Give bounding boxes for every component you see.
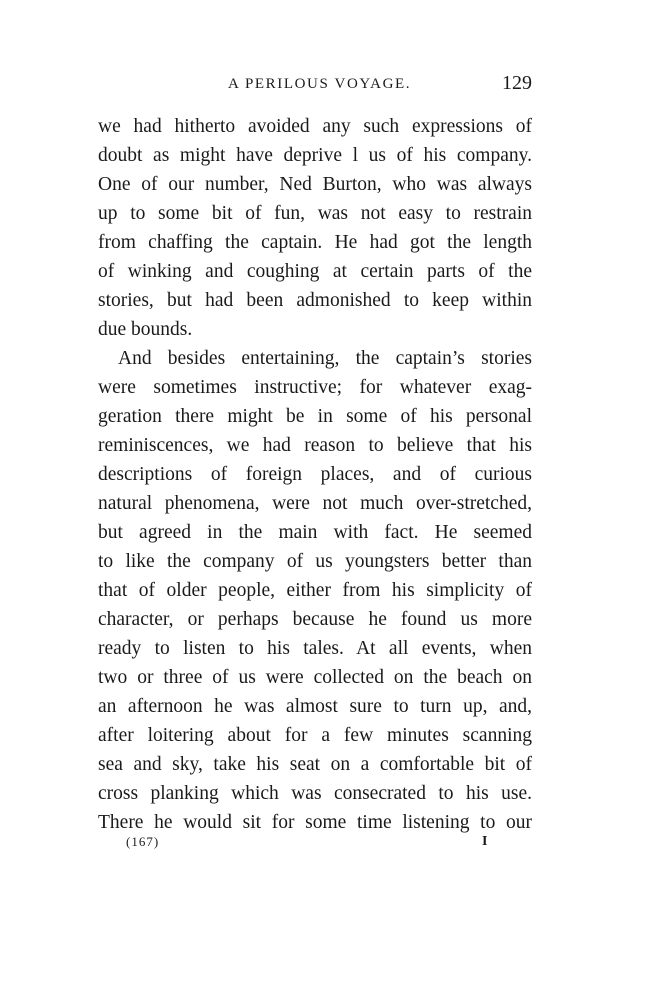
text-line: natural phenomena, were not much over-stretched, — [98, 493, 532, 514]
text-line: up to some bit of fun, was not easy to restrain — [98, 203, 532, 224]
text-line: two or three of us were collected on the beach on — [98, 667, 532, 688]
body-text — [98, 112, 532, 837]
text-line: reminiscences, we had reason to believe that his — [98, 435, 532, 456]
page-number: 129 — [502, 72, 532, 94]
text-line: There he would sit for some time listening to our — [98, 812, 532, 833]
signature-letter: I — [482, 834, 488, 849]
text-line: due bounds. — [98, 319, 193, 340]
text-line: cross planking which was consecrated to his use. — [98, 783, 532, 804]
text-line: character, or perhaps because he found us more — [98, 609, 532, 630]
page-footer — [98, 834, 532, 858]
text-line: ready to listen to his tales. At all events, when — [98, 638, 532, 659]
text-line: that of older people, either from his simplicity of — [98, 580, 532, 601]
text-line: of winking and coughing at certain parts of the — [98, 261, 532, 282]
signature-number: (167) — [126, 834, 160, 849]
running-title: A PERILOUS VOYAGE. — [228, 76, 412, 92]
text-line: doubt as might have deprive l us of his company. — [98, 145, 532, 166]
text-line: One of our number, Ned Burton, who was always — [98, 174, 532, 195]
text-line: to like the company of us youngsters better than — [98, 551, 532, 572]
text-line: were sometimes instructive; for whatever exag- — [98, 377, 532, 398]
text-line: after loitering about for a few minutes scanning — [98, 725, 532, 746]
running-head — [98, 72, 532, 100]
text-line: but agreed in the main with fact. He seemed — [98, 522, 532, 543]
text-line: descriptions of foreign places, and of curious — [98, 464, 532, 485]
text-line: from chaffing the captain. He had got the length — [98, 232, 532, 253]
text-line: sea and sky, take his seat on a comfortable bit of — [98, 754, 532, 775]
text-line: stories, but had been admonished to keep within — [98, 290, 532, 311]
text-line: an afternoon he was almost sure to turn up, and, — [98, 696, 532, 717]
text-line: we had hitherto avoided any such expressions of — [98, 116, 532, 137]
text-line: geration there might be in some of his personal — [98, 406, 532, 427]
text-line: And besides entertaining, the captain’s stories — [118, 348, 532, 369]
